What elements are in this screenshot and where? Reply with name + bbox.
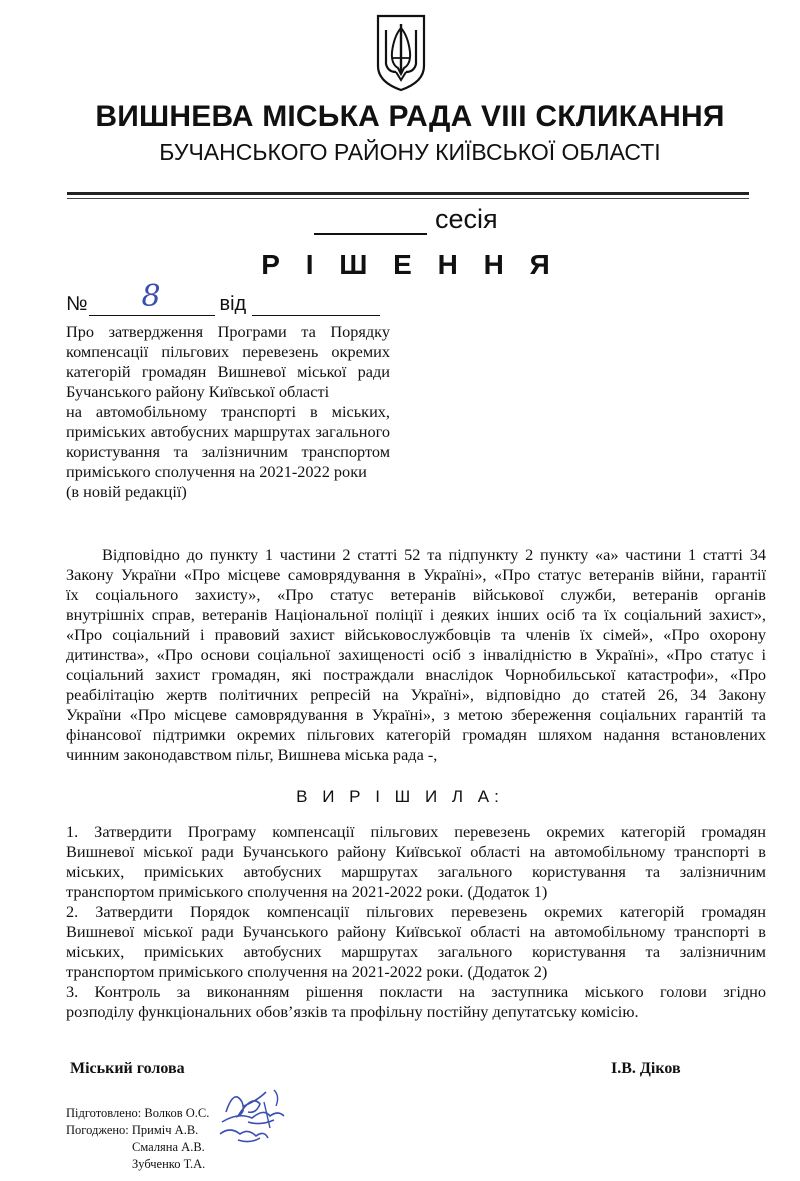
- decision-subject: [66, 322, 390, 502]
- subject-line: Про затвердження Програми та Порядку: [66, 322, 390, 341]
- preamble-line: їх соціального захисту», «Про статус ветеранів військової служби, ветеранів органів: [66, 585, 766, 604]
- agreed-by-3: Зубченко Т.А.: [132, 1157, 206, 1171]
- item-2-line: 2. Затвердити Порядок компенсації пільгових перевезень окремих категорій громадян: [66, 902, 766, 921]
- council-subtitle: БУЧАНСЬКОГО РАЙОНУ КИЇВСЬКОЇ ОБЛАСТІ: [159, 139, 661, 165]
- subject-line: користування та залізничним транспортом: [66, 442, 390, 461]
- decision-heading: Р І Ш Е Н Н Я: [261, 249, 559, 280]
- item-1-line: 1. Затвердити Програму компенсації пільгових перевезень окремих категорій громадян: [66, 822, 766, 841]
- item-1-line: міських, приміських автобусних маршрутах загального користування та залізничним: [66, 862, 766, 881]
- preamble-line: «Про соціальний і правовий захист військовослужбовців та членів їх сімей», «Про охорону: [66, 625, 766, 644]
- item-2-line: Вишневої міської ради Бучанського району Київської області на автомобільному транспорті в: [66, 922, 766, 941]
- preamble-line: Закону України «Про місцеве самоврядування в Україні», «Про статус ветеранів війни, гарантії: [66, 565, 766, 584]
- session-number-blank: [314, 205, 427, 235]
- preamble-line: Відповідно до пункту 1 частини 2 статті 52 та підпункту 2 пункту «а» частини 1 статті 34: [102, 545, 766, 564]
- preamble: [66, 545, 766, 765]
- subject-line: Бучанського району Київської області: [66, 382, 330, 401]
- mayor-name: І.В. Діков: [611, 1060, 681, 1077]
- subject-line: приміського сполучення на 2021-2022 роки: [66, 462, 367, 481]
- date-blank: [252, 293, 380, 316]
- preamble-line: соціальний захист громадян, які постраждали внаслідок Чорнобильської катастрофи», «Про: [66, 665, 766, 684]
- resolved-heading: В И Р І Ш И Л А:: [296, 787, 504, 806]
- session-label: сесія: [435, 204, 498, 234]
- number-blank: [89, 279, 215, 316]
- approvals-block: [66, 1105, 209, 1173]
- number-label: №: [66, 293, 88, 315]
- item-3-line: 3. Контроль за виконанням рішення покласти на заступника міського голови згідно: [66, 982, 766, 1001]
- header-divider-thin: [67, 198, 749, 199]
- handwritten-number: 8: [141, 279, 161, 314]
- date-label: від: [219, 293, 247, 315]
- preamble-line: фінансової підтримки окремих пільгових категорій громадян шляхом надання встановлених: [66, 725, 766, 744]
- item-2-line: міських, приміських автобусних маршрутах загального користування та залізничним: [66, 942, 766, 961]
- preamble-line: дитинства», «Про основи соціальної захищеності осіб з інвалідністю в Україні», «Про статус і: [66, 645, 766, 664]
- preamble-line: реабілітацію жертв політичних репресій на Україні», відповідно до статей 26, 34 Закону: [66, 685, 766, 704]
- preamble-line: України «Про місцеве самоврядування в Україні», з метою збереження соціальних гарантій та: [66, 705, 766, 724]
- resolution-items: [66, 822, 766, 1022]
- subject-line: (в новій редакції): [66, 482, 187, 501]
- preamble-line: чинним законодавством пільг, Вишнева міська рада -,: [66, 745, 438, 764]
- preamble-line: внутрішніх справ, ветеранів Національної поліції і деяких інших осіб та їх соціальний захист»,: [66, 605, 766, 624]
- mayor-title: Міський голова: [70, 1060, 185, 1077]
- coat-of-arms-icon: [374, 14, 428, 92]
- item-1-line: транспортом приміського сполучення на 2021-2022 роки. (Додаток 1): [66, 882, 548, 901]
- agreed-by-2: Смаляна А.В.: [132, 1140, 205, 1154]
- session-line: [314, 204, 498, 235]
- item-1-line: Вишневої міської ради Бучанського району Київської області на автомобільному транспорті в: [66, 842, 766, 861]
- handwritten-signatures: [208, 1082, 298, 1154]
- header-divider: [67, 192, 749, 195]
- agreed-by: Погоджено: Приміч А.В.: [66, 1123, 199, 1137]
- item-2-line: транспортом приміського сполучення на 2021-2022 роки. (Додаток 2): [66, 962, 548, 981]
- prepared-by: Підготовлено: Волков О.С.: [66, 1106, 210, 1120]
- subject-line: приміських автобусних маршрутах загального: [66, 422, 390, 441]
- subject-line: компенсації пільгових перевезень окремих: [66, 342, 390, 361]
- item-3-line: розподілу функціональних обов’язків та профільну постійну депутатську комісію.: [66, 1002, 639, 1021]
- decision-number-line: [66, 279, 380, 316]
- council-title: ВИШНЕВА МІСЬКА РАДА VIII СКЛИКАННЯ: [95, 100, 725, 133]
- subject-line: на автомобільному транспорті в міських,: [66, 402, 390, 421]
- subject-line: категорій громадян Вишневої міської ради: [66, 362, 390, 381]
